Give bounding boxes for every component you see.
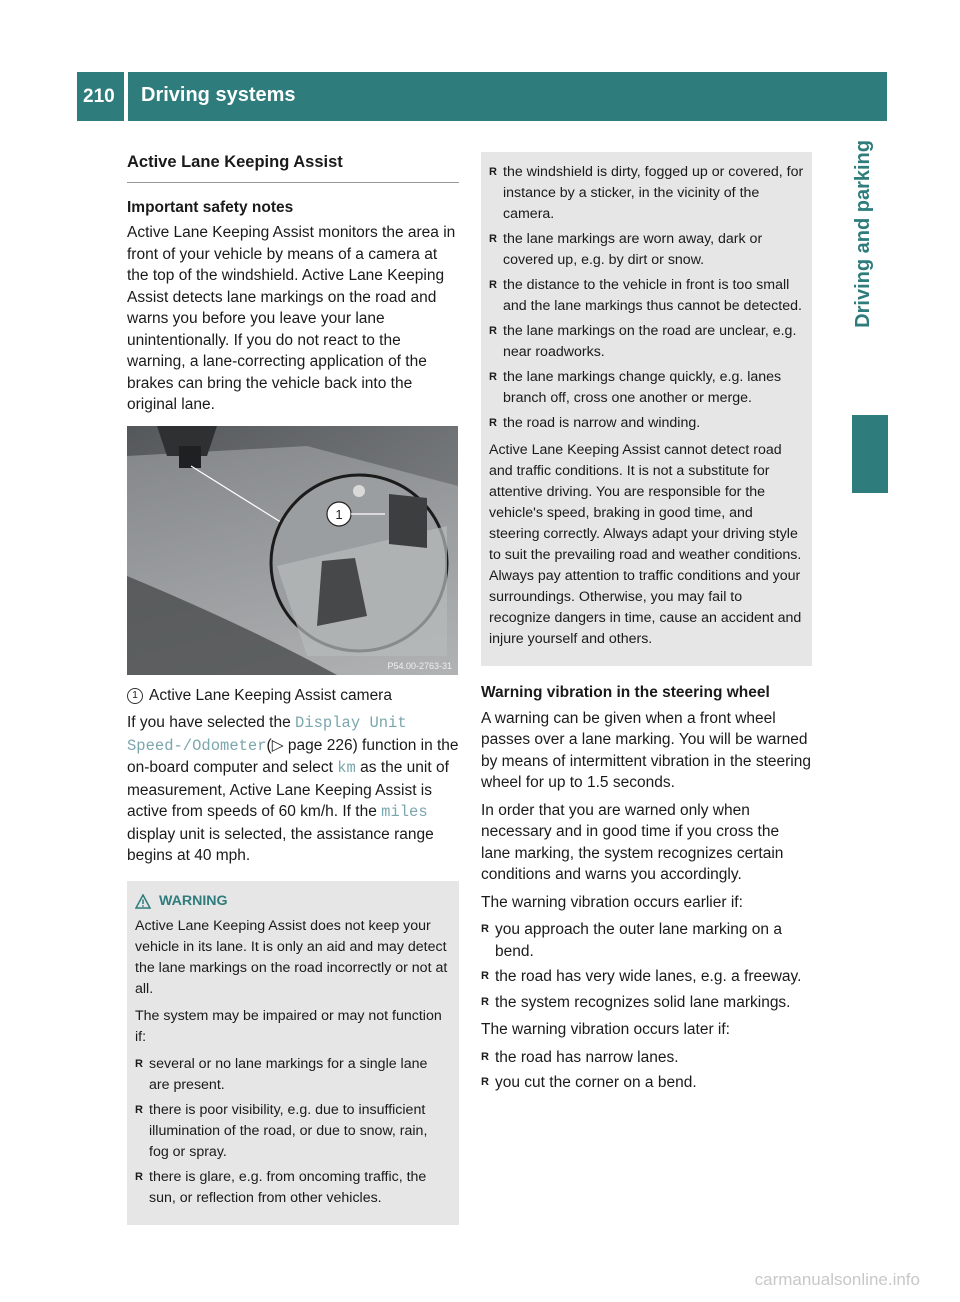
list-item: R the lane markings change quickly, e.g. lanes branch off, cross one another or merge. [489,367,804,409]
list-item: R there is poor visibility, e.g. due to insufficient illumination of the road, or due to snow, rain, fog or spray. [135,1100,451,1163]
warning-box [127,881,459,1225]
caption-text: Active Lane Keeping Assist camera [149,686,392,704]
responsibility-paragraph: Active Lane Keeping Assist cannot detect road and traffic conditions. It is not a substitute for attentive driving. You are responsible for the vehicle's speed, braking in good time, and steering correctly. Always adapt your driving style to suit the prevailing road and weather conditions. Always pay attention to traffic conditions and your surroundings. Otherwise, you may fail to recognize dangers in time, cause an accident and injure yourself and others. [489,442,802,647]
list-item: R the distance to the vehicle in front is too small and the lane markings thus cannot be detected. [489,275,804,317]
page-number: 210 [83,86,115,107]
warning-title [135,891,451,912]
vibration-heading: Warning vibration in the steering wheel [481,684,770,701]
list-item: R the lane markings on the road are unclear, e.g. near roadworks. [489,321,804,363]
warning-paragraph-2: The system may be impaired or may not function if: [135,1007,442,1045]
page-title: Driving systems [141,84,296,106]
figure-code: P54.00-2763-31 [387,660,452,671]
camera-illustration [127,426,458,675]
km-term: km [337,759,356,777]
figure-caption [127,685,459,707]
earlier-list [481,919,812,1013]
units-text-d: display unit is selected, the assistance range begins at 40 mph. [127,825,434,864]
watermark: carmanualsonline.info [754,1270,920,1289]
list-item: R the lane markings are worn away, dark or covered up, e.g. by dirt or snow. [489,229,804,271]
right-column [481,152,812,1100]
side-section-title: Driving and parking [852,140,874,328]
vibration-paragraph-2: In order that you are warned only when necessary and in good time if you cross the lane marking, the system recognizes certain conditions and warns you accordingly. [481,801,784,883]
units-paragraph [127,712,459,867]
warning-box-continued [481,152,812,666]
units-text-a: If you have selected the [127,714,296,731]
header-separator [124,72,128,121]
units-text-b: (▷ page 226) function in the on-board computer and select [127,736,459,776]
units-text-c: as the unit of measurement, Active Lane Keeping Assist is active from speeds of 60 km/h. If the [127,759,449,820]
warning-triangle-icon [135,894,151,909]
section-title: Active Lane Keeping Assist [127,152,459,183]
later-label: The warning vibration occurs later if: [481,1021,730,1038]
vibration-paragraph-1: A warning can be given when a front wheel passes over a lane marking. You will be warned by means of intermittent vibration in the steering wheel for up to 1.5 seconds. [481,709,811,791]
side-section-label [852,140,884,400]
left-column [127,152,459,1225]
camera-figure [127,426,458,675]
side-tab-marker [852,415,888,493]
list-item: R you approach the outer lane marking on a bend. [481,919,812,962]
later-list [481,1047,812,1094]
miles-term: miles [381,803,428,821]
list-item: R the road is narrow and winding. [489,413,804,434]
safety-heading: Important safety notes [127,198,294,216]
warning-paragraph-1: Active Lane Keeping Assist does not keep your vehicle in its lane. It is only an aid and may detect the lane markings on the road incorrectly or not at all. [135,917,448,997]
list-item: R you cut the corner on a bend. [481,1072,812,1094]
callout-marker-label: 1 [335,506,343,522]
list-item: R there is glare, e.g. from oncoming traffic, the sun, or reflection from other vehicles. [135,1167,451,1209]
display-unit-term: Display Unit Speed-/Odometer [127,714,407,755]
warning-list [135,1054,451,1209]
list-item: R several or no lane markings for a single lane are present. [135,1054,451,1096]
callout-number: 1 [127,688,143,704]
list-item: R the windshield is dirty, fogged up or covered, for instance by a sticker, in the vicinity of the camera. [489,162,804,225]
list-item: R the road has very wide lanes, e.g. a freeway. [481,966,812,988]
earlier-label: The warning vibration occurs earlier if: [481,893,743,911]
impairment-list [489,162,804,434]
warning-label: WARNING [159,892,228,909]
list-item: R the system recognizes solid lane markings. [481,992,812,1014]
intro-paragraph: Active Lane Keeping Assist monitors the area in front of your vehicle by means of a camera at the top of the windshield. Active Lane Keeping Assist detects lane markings on the road and warns you before you leave your lane unintentionally. If you do not react to the warning, a lane-correcting application of the brakes can bring the vehicle back into the original lane. [127,224,456,413]
list-item: R the road has narrow lanes. [481,1047,812,1069]
